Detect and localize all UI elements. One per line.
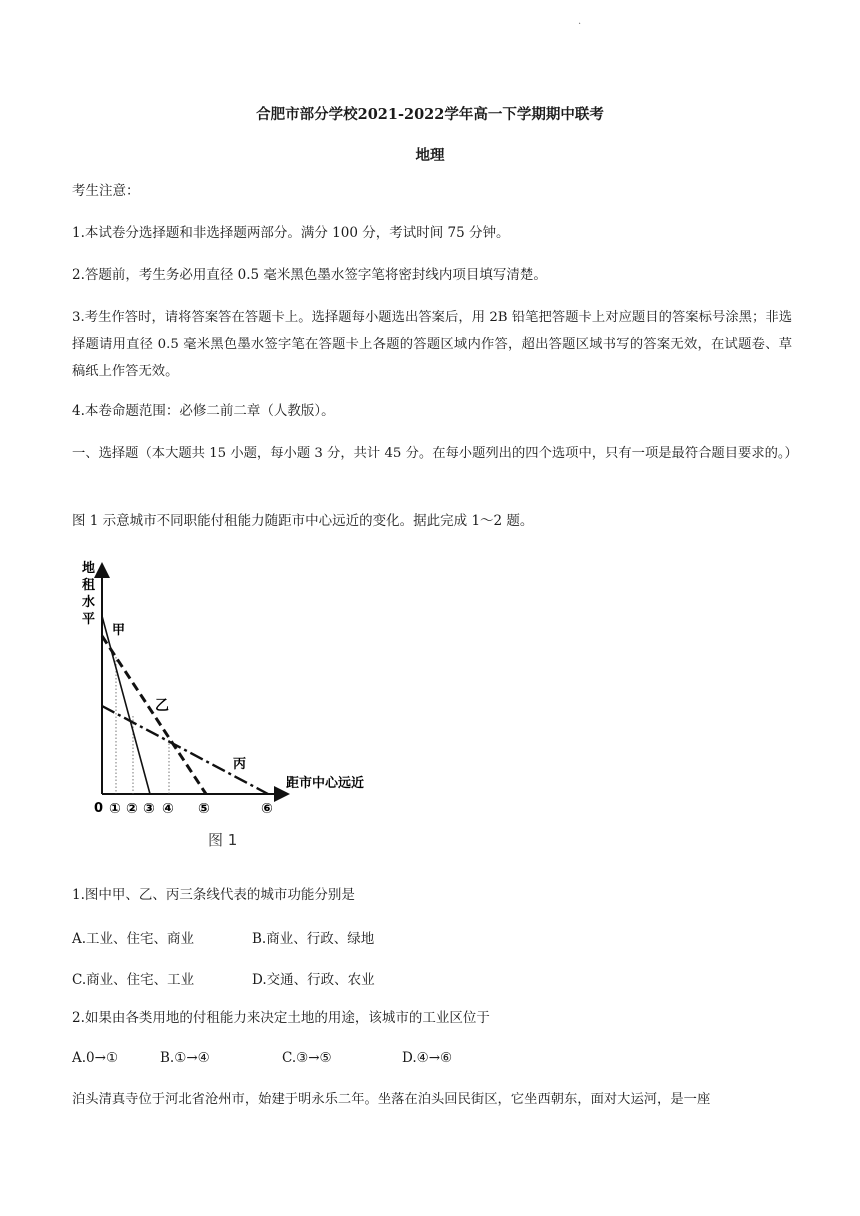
q1-option-d[interactable]: D.交通、行政、农业	[252, 972, 375, 988]
question-1-stem: 1.图中甲、乙、丙三条线代表的城市功能分别是	[72, 887, 355, 903]
tick-1: ①	[109, 801, 121, 817]
page-dot: .	[578, 16, 582, 27]
q1-option-c[interactable]: C.商业、住宅、工业	[72, 972, 195, 988]
tick-5: ⑤	[198, 801, 210, 817]
x-axis-label: 距市中心远近	[286, 776, 365, 791]
q1-option-a[interactable]: A.工业、住宅、商业	[72, 931, 195, 947]
rent-curve-figure	[78, 554, 398, 854]
section-heading: 一、选择题（本大题共 15 小题，每小题 3 分，共计 45 分。在每小题列出的四个选项中，只有一项是最符合题目要求的。）	[72, 446, 798, 461]
y-label-char: 水	[82, 595, 96, 610]
tick-3: ③	[143, 801, 155, 817]
origin-label: 0	[94, 801, 104, 816]
q1-option-b[interactable]: B.商业、行政、绿地	[252, 931, 375, 947]
tick-6: ⑥	[261, 801, 273, 817]
question-2-stem: 2.如果由各类用地的付租能力来决定土地的用途，该城市的工业区位于	[72, 1010, 490, 1026]
y-label-char: 平	[82, 612, 96, 627]
label-jia: 甲	[112, 623, 126, 638]
curve-bing	[102, 706, 268, 794]
notice-item-2: 2.答题前，考生务必用直径 0.5 毫米黑色墨水签字笔将密封线内项目填写清楚。	[72, 267, 547, 283]
label-yi: 乙	[155, 698, 169, 714]
q2-option-a[interactable]: A.0→①	[72, 1050, 119, 1066]
y-label-char: 租	[82, 578, 96, 593]
notice-item-4: 4.本卷命题范围：必修二前二章（人教版）。	[72, 403, 335, 419]
notice-item-1: 1.本试卷分选择题和非选择题两部分。满分 100 分，考试时间 75 分钟。	[72, 225, 510, 241]
label-bing: 丙	[233, 757, 247, 772]
passage-text: 泊头清真寺位于河北省沧州市，始建于明永乐二年。坐落在泊头回民街区，它坐西朝东，面对大运河，是一座	[72, 1092, 711, 1107]
notice-heading: 考生注意：	[72, 183, 140, 199]
subject-title: 地理	[415, 147, 445, 164]
figure-intro: 图 1 示意城市不同职能付租能力随距市中心远近的变化。据此完成 1～2 题。	[72, 513, 534, 529]
y-label-char: 地	[82, 561, 96, 576]
curve-yi	[102, 636, 206, 794]
curve-jia	[102, 616, 150, 794]
y-axis-label	[82, 560, 96, 627]
tick-2: ②	[126, 801, 138, 817]
tick-4: ④	[162, 801, 174, 817]
q2-option-b[interactable]: B.①→④	[160, 1050, 210, 1066]
q2-option-c[interactable]: C.③→⑤	[282, 1050, 332, 1066]
figure-caption: 图 1	[208, 831, 238, 849]
notice-item-3: 3.考生作答时，请将答案答在答题卡上。选择题每小题选出答案后，用 2B 铅笔把答题卡上对应题目的答案标号涂黑；非选择题请用直径 0.5 毫米黑色墨水签字笔在答题卡上各题的答题区域内作答，超出答题区域书写的答案无效，在试题卷、草稿纸上作答无效。	[72, 310, 792, 379]
q2-option-d[interactable]: D.④→⑥	[402, 1050, 453, 1066]
exam-title: 合肥市部分学校2021-2022学年高一下学期期中联考	[256, 106, 604, 123]
